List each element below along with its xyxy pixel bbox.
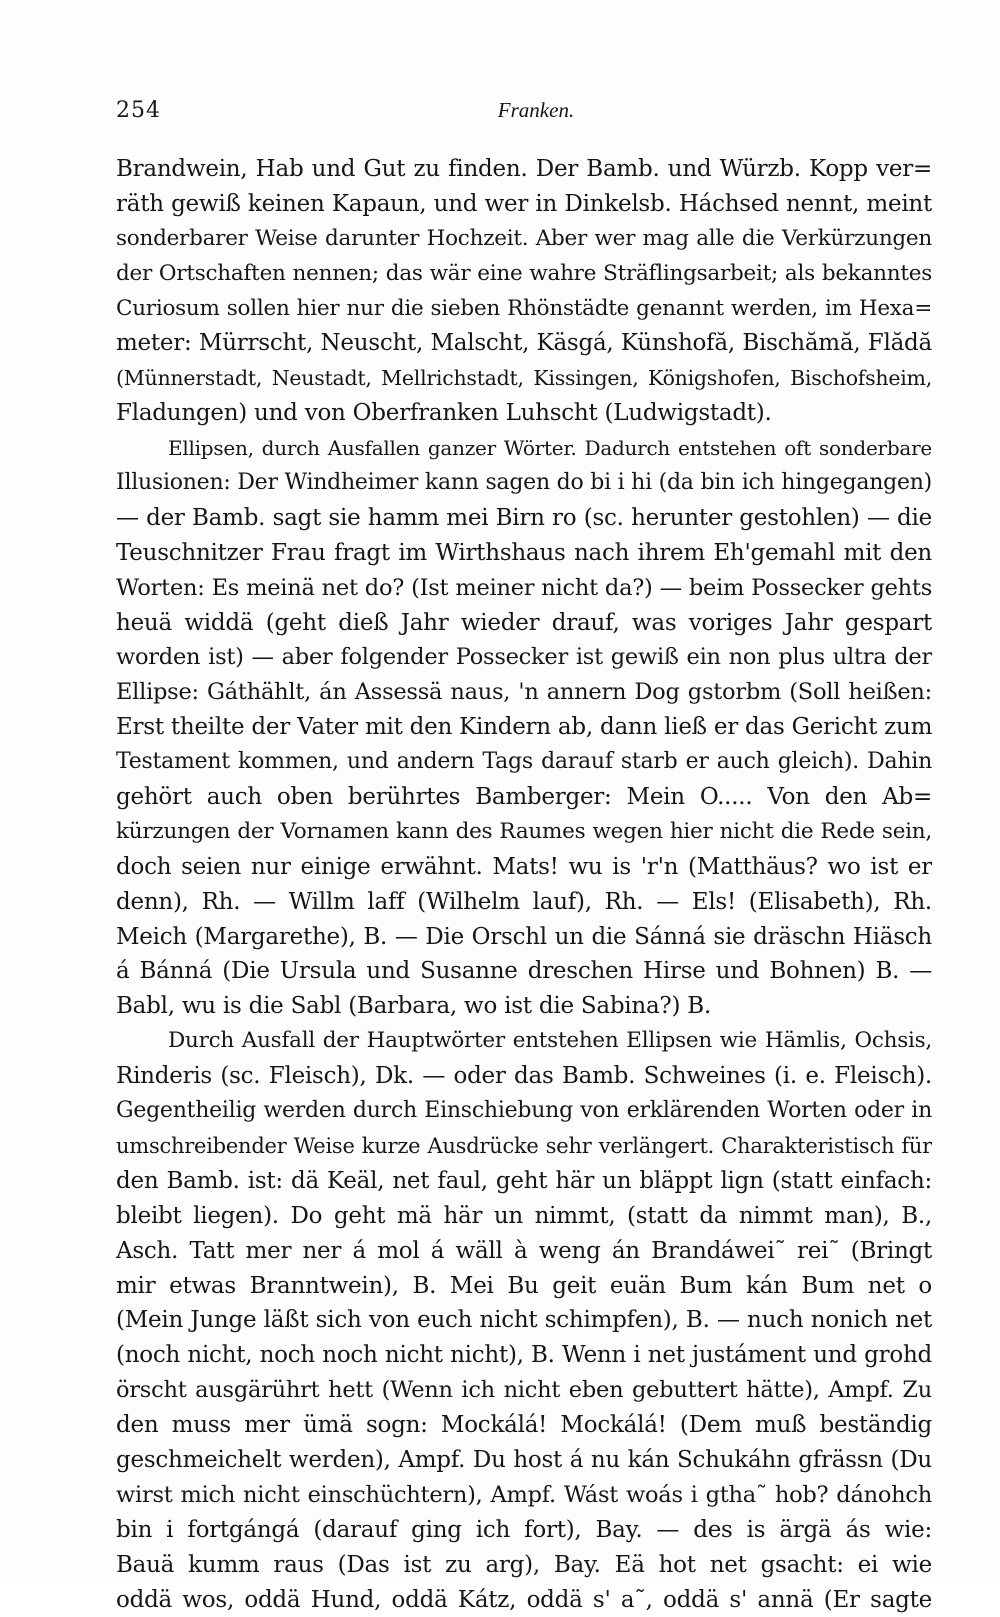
text-line: örscht ausgärührt hett (Wenn ich nicht eben gebuttert hätte), Ampf. Zu [116,1377,932,1404]
text-line: Erst theilte der Vater mit den Kindern ab, dann ließ er das Gericht zum [116,714,932,741]
text-line: mir etwas Branntwein), B. Mei Bu geit euän Bum kán Bum net o [116,1272,932,1299]
text-line: Worten: Es meinä net do? (Ist meiner nicht da?) — beim Possecker gehts [116,574,932,601]
text-line: denn), Rh. — Willm laff (Wilhelm lauf), Rh. — Els! (Elisabeth), Rh. [116,888,932,915]
text-line: Illusionen: Der Windheimer kann sagen do bi i hi (da bin ich hingegangen) [116,470,932,496]
text-line: bin i fortgángá (darauf ging ich fort), Bay. — des is ärgä ás wie: [116,1516,932,1543]
page-header [116,98,932,138]
text-line: — der Bamb. sagt sie hamm mei Birn ro (sc. herunter gestohlen) — die [116,504,932,531]
running-title: Franken. [497,98,575,122]
text-line: Testament kommen, und andern Tags darauf starb er auch gleich). Dahin [116,749,932,775]
paragraph-start-line: Durch Ausfall der Hauptwörter entstehen Ellipsen wie Hämlis, Ochsis, [168,1028,932,1054]
text-line: Curiosum sollen hier nur die sieben Rhönstädte genannt werden, im Hexa= [116,295,932,321]
body-text [116,152,932,1617]
text-line: Fladungen) und von Oberfranken Luhscht (Ludwigstadt). [116,400,772,427]
text-line: Teuschnitzer Frau fragt im Wirthshaus nach ihrem Eh'gemahl mit den [116,539,932,566]
text-line: doch seien nur einige erwähnt. Mats! wu is 'r'n (Matthäus? wo ist er [116,853,932,880]
text-line: heuä widdä (geht dieß Jahr wieder drauf, was voriges Jahr gespart [116,609,932,636]
text-line: worden ist) — aber folgender Possecker ist gewiß ein non plus ultra der [116,644,932,671]
text-line: kürzungen der Vornamen kann des Raumes wegen hier nicht die Rede sein, [116,818,932,844]
text-line: (Münnerstadt, Neustadt, Mellrichstadt, Kissingen, Königshofen, Bischofsheim, [116,366,932,391]
text-line: umschreibender Weise kurze Ausdrücke sehr verlängert. Charakteristisch für [116,1133,932,1158]
text-line: meter: Mürrscht, Neuscht, Malscht, Käsgá, Künshofă, Bischămă, Flădă [116,330,932,357]
text-line: räth gewiß keinen Kapaun, und wer in Dinkelsb. Háchsed nennt, meint [116,190,932,217]
text-line: geschmeichelt werden), Ampf. Du host á nu kán Schukáhn gfrässn (Du [116,1446,932,1473]
text-line: gehört auch oben berührtes Bamberger: Mein O..... Von den Ab= [116,784,932,811]
text-line: sonderbarer Weise darunter Hochzeit. Aber wer mag alle die Verkürzungen [116,225,932,251]
text-line: á Bánná (Die Ursula und Susanne dreschen Hirse und Bohnen) B. — [116,958,932,985]
text-line: bleibt liegen). Do geht mä här un nimmt, (statt da nimmt man), B., [116,1202,932,1229]
paragraph-start-line: Ellipsen, durch Ausfallen ganzer Wörter. Dadurch entstehen oft sonderbare [168,436,932,461]
text-line: (noch nicht, noch noch nicht nicht), B. Wenn i net justáment und grohd [116,1342,932,1369]
text-line: Brandwein, Hab und Gut zu finden. Der Bamb. und Würzb. Kopp ver= [116,156,932,182]
text-line: der Ortschaften nennen; das wär eine wahre Sträflingsarbeit; als bekanntes [116,260,932,286]
text-line: Babl, wu is die Sabl (Barbara, wo ist die Sabina?) B. [116,993,712,1020]
text-line: (Mein Junge läßt sich von euch nicht schimpfen), B. — nuch nonich net [116,1307,932,1334]
page-number: 254 [116,98,161,123]
text-line: wirst mich nicht einschüchtern), Ampf. Wást woás i gtha˜ hob? dánohch [116,1481,932,1508]
text-line: Meich (Margarethe), B. — Die Orschl un die Sánná sie dräschn Hiäsch [116,923,932,950]
text-line: Gegentheilig werden durch Einschiebung von erklärenden Worten oder in [116,1098,932,1124]
text-line: Asch. Tatt mer ner á mol á wäll à weng án Brandáwei˜ rei˜ (Bringt [116,1237,932,1264]
text-line: Rinderis (sc. Fleisch), Dk. — oder das Bamb. Schweines (i. e. Fleisch). [116,1063,932,1090]
text-line: Bauä kumm raus (Das ist zu arg), Bay. Eä hot net gsacht: ei wie [116,1551,932,1578]
text-line: Ellipse: Gáthählt, án Assessä naus, 'n annern Dog gstorbm (Soll heißen: [116,679,932,706]
text-line: den muss mer ümä sogn: Mockálá! Mockálá! (Dem muß beständig [116,1412,932,1439]
text-line: den Bamb. ist: dä Keäl, net faul, geht här un bläppt lign (statt einfach: [116,1167,932,1194]
text-line: oddä wos, oddä Hund, oddä Kátz, oddä s' a˜, oddä s' annä (Er sagte [116,1586,932,1613]
